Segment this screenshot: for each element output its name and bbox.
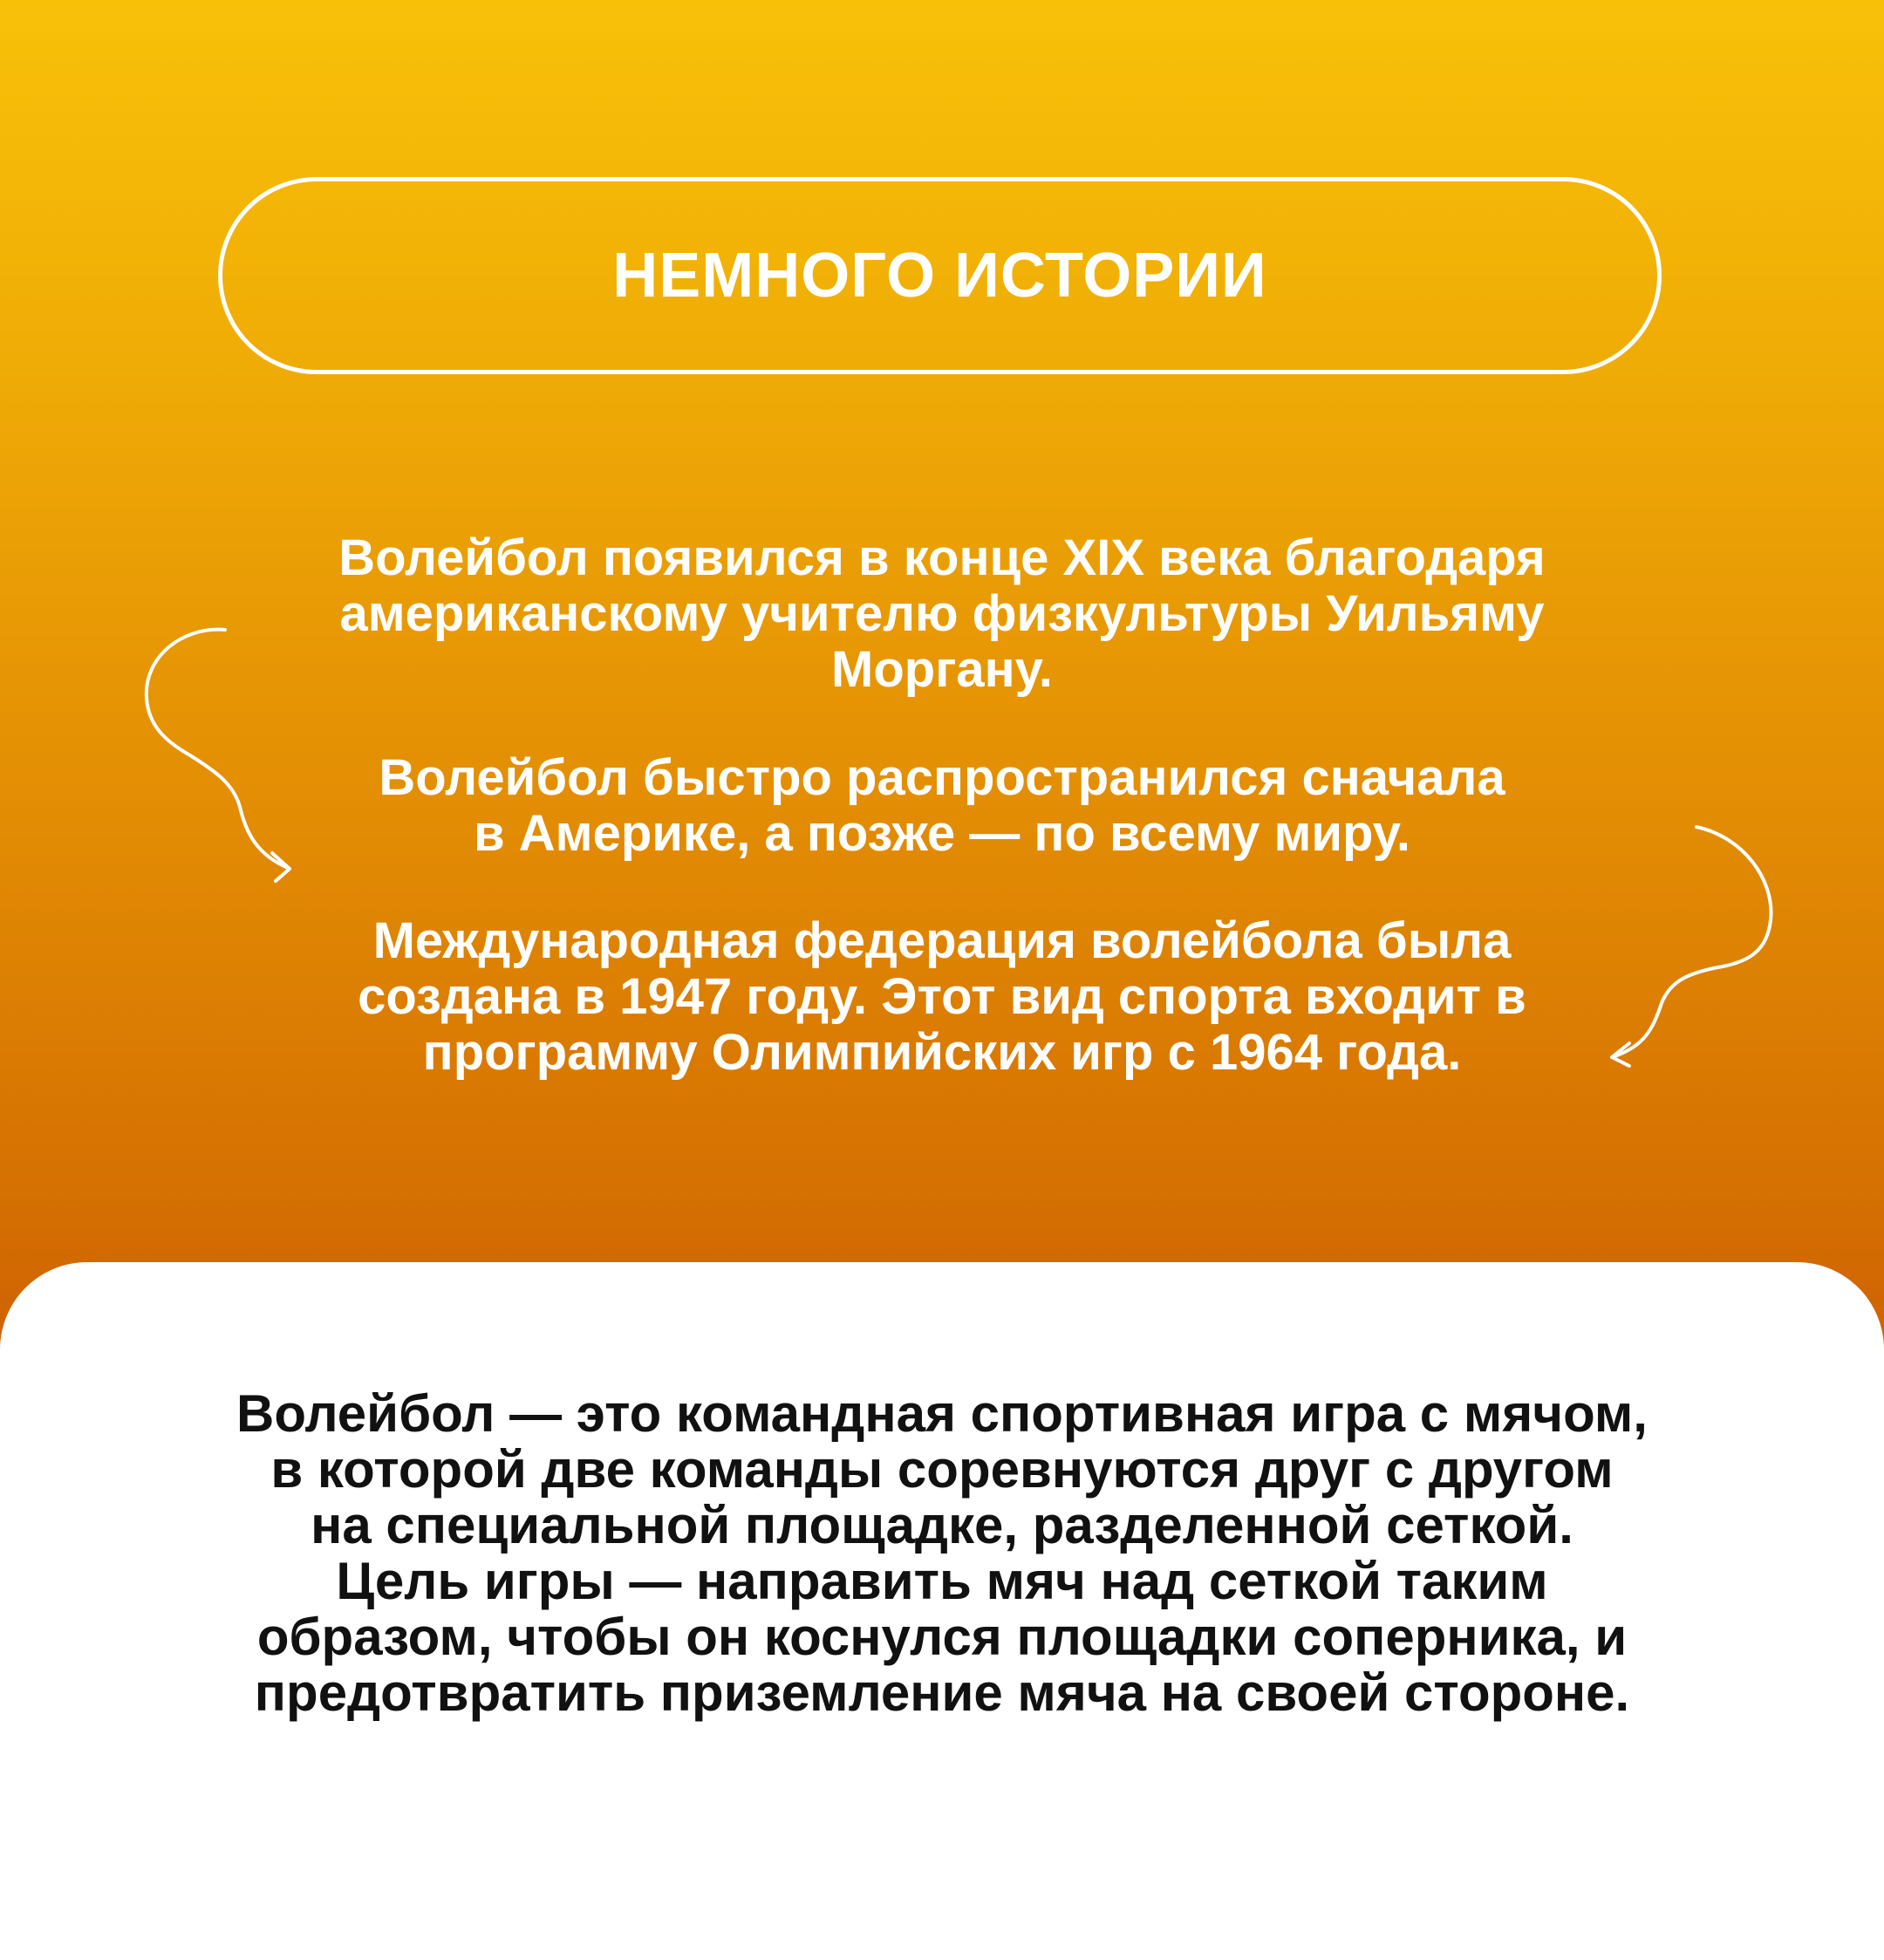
history-fact-2: Волейбол быстро распространился сначала в Америке, а позже — по всему миру. — [379, 749, 1505, 862]
page-title: НЕМНОГО ИСТОРИИ — [612, 241, 1267, 311]
history-fact-3: Международная федерация волейбола была создана в 1947 году. Этот вид спорта входит в программу Олимпийских игр с 1964 года. — [358, 912, 1526, 1081]
title-pill — [218, 177, 1662, 374]
definition-text: Волейбол — это командная спортивная игра с мячом, в которой две команды соревнуются друг с другом на специальной площадке, разделенной сеткой. Цель игры — направить мяч над сеткой таким образом, чтобы он коснулся площадки соперника, и предотвратить приземление мяча на своей стороне. — [236, 1384, 1648, 1722]
history-fact-1: Волейбол появился в конце XIX века благодаря американскому учителю физкультуры Уильяму Моргану. — [338, 529, 1546, 698]
